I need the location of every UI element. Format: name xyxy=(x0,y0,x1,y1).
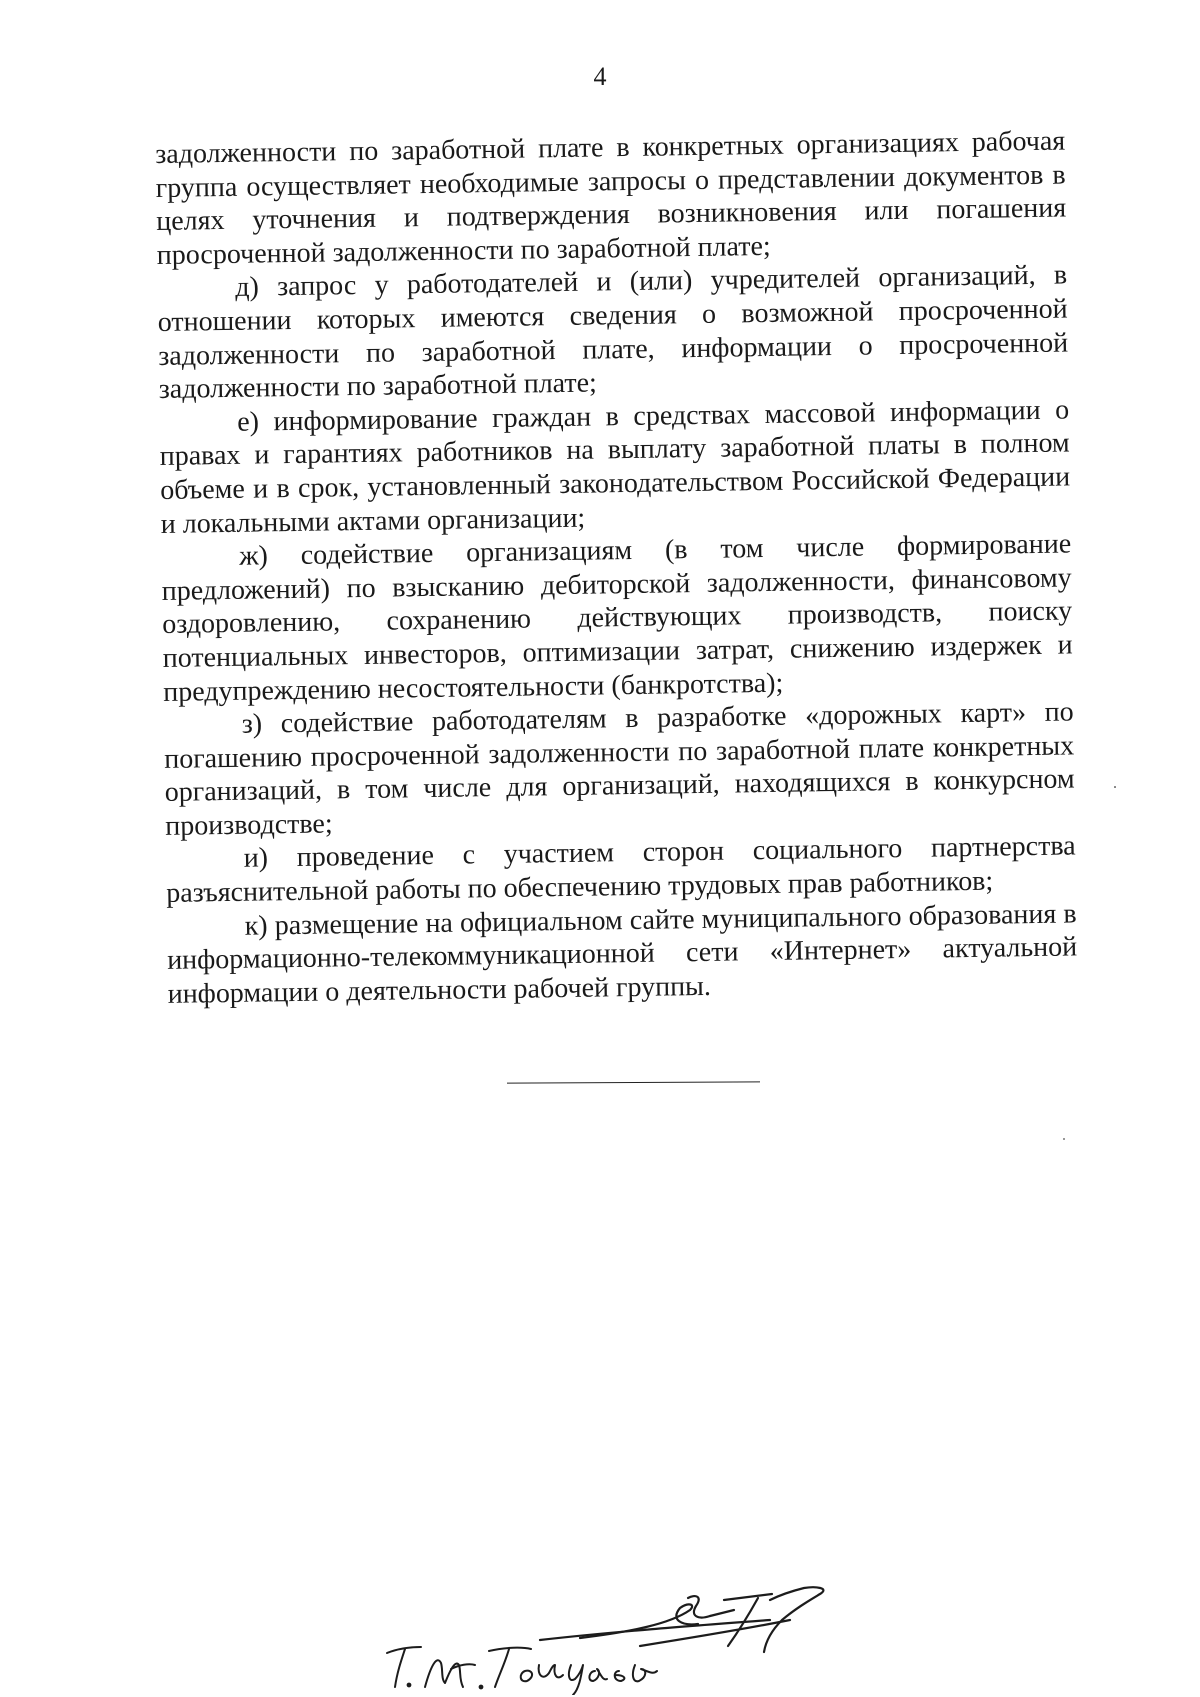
paragraph-item-i: и) проведение с участием сторон социального партнерства разъяснительной работы по обеспечению трудовых прав работников; xyxy=(165,830,1076,909)
end-separator-line xyxy=(507,1081,760,1083)
scan-speck xyxy=(1063,1138,1065,1140)
paragraph-item-k: к) размещение на официальном сайте муниципального образования в информационно-телекоммуникационной сети «Интернет» актуальной информации о деятельности рабочей группы. xyxy=(166,898,1078,1010)
paragraph-item-d: д) запрос у работодателей и (или) учредителей организаций, в отношении которых имеются сведения о возможной просроченной задолженности по заработной плате, информации о просроченной задолженности по заработной плате; xyxy=(157,259,1069,406)
paragraph-item-e: е) информирование граждан в средствах массовой информации о правах и гарантиях работников на выплату заработной платы в полном объеме и в срок, установленный законодательством Российской Федерации и локальными актами организации; xyxy=(159,394,1071,540)
paragraph-item-z: з) содействие работодателям в разработке «дорожных карт» по погашению просроченной задолженности по заработной плате конкретных организаций, в том числе для организаций, находящихся в конкурсном производстве; xyxy=(163,696,1075,842)
scan-speck xyxy=(1114,786,1116,788)
body-text xyxy=(155,125,1078,1012)
page-number: 4 xyxy=(593,62,607,91)
paragraph-continuation: задолженности по заработной плате в конкретных организациях рабочая группа осуществляет необходимые запросы о представлении документов в целях уточнения и подтверждения возникновения или погашения просроченной задолженности по заработной плате; xyxy=(155,125,1067,271)
paragraph-item-zh: ж) содействие организациям (в том числе формирование предложений) по взысканию дебиторской задолженности, финансовому оздоровлению, сохранению действующих производств, поиску потенциальных инвесторов, оптимизации затрат, снижению издержек и предупреждению несостоятельности (банкротства); xyxy=(161,528,1073,708)
handwritten-name-signature xyxy=(385,1635,685,1695)
